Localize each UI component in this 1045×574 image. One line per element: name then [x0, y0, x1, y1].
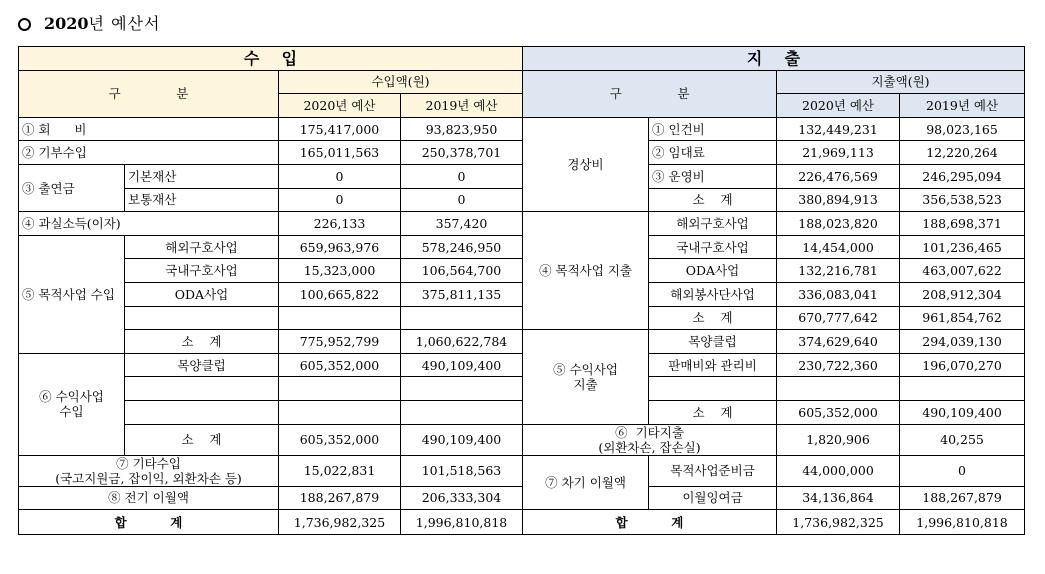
income-endowment-normal-2019: 0 — [401, 188, 523, 212]
expense-item-2020: 44,000,000 — [777, 455, 900, 486]
expense-2020-header: 2020년 예산 — [777, 94, 900, 118]
income-profit-label-line2: 수입 — [59, 404, 84, 420]
title-year: 2020 — [44, 14, 89, 33]
empty-cell — [125, 377, 279, 401]
expense-purpose-subtotal-label: 소 계 — [649, 306, 777, 330]
empty-cell — [401, 400, 523, 424]
expense-other-label-line1: ⑥ 기타지출 — [615, 424, 684, 440]
income-other-2020: 15,022,831 — [279, 455, 401, 486]
expense-item-label: ODA사업 — [649, 259, 777, 283]
expense-item-2019: 208,912,304 — [900, 282, 1025, 306]
expense-item-label: 국내구호사업 — [649, 235, 777, 259]
expense-item-2020: 230,722,360 — [777, 353, 900, 377]
expense-item-2019: 98,023,165 — [900, 117, 1025, 141]
empty-cell — [649, 377, 777, 401]
income-purpose-label: ⑤ 목적사업 수입 — [19, 235, 125, 353]
income-carryover-label: ⑧ 전기 이월액 — [19, 486, 279, 510]
empty-cell — [125, 306, 279, 330]
expense-item-label: ② 임대료 — [649, 141, 777, 165]
income-total-2019: 1,996,810,818 — [401, 510, 523, 535]
expense-2019-header: 2019년 예산 — [900, 94, 1025, 118]
expense-item-label: ③ 운영비 — [649, 164, 777, 188]
expense-item-label: 목양클럽 — [649, 330, 777, 354]
income-item-2020: 100,665,822 — [279, 282, 401, 306]
income-profit-subtotal-label: 소 계 — [125, 424, 279, 455]
expense-item-label: 해외봉사단사업 — [649, 282, 777, 306]
income-endowment-normal-label: 보통재산 — [125, 188, 279, 212]
income-interest-2020: 226,133 — [279, 212, 401, 236]
income-total-label: 합 계 — [19, 510, 279, 535]
income-endowment-normal-2020: 0 — [279, 188, 401, 212]
expense-total-2020: 1,736,982,325 — [777, 510, 900, 535]
expense-item-label: 이월잉여금 — [649, 486, 777, 510]
income-total-2020: 1,736,982,325 — [279, 510, 401, 535]
expense-profit-label — [523, 330, 649, 424]
income-other-2019: 101,518,563 — [401, 455, 523, 486]
income-category-header: 구 분 — [19, 70, 279, 117]
empty-cell — [279, 377, 401, 401]
expense-profit-label-line1: ⑤ 수익사업 — [553, 361, 618, 377]
expense-item-2019: 188,698,371 — [900, 212, 1025, 236]
expense-amount-header: 지출액(원) — [777, 70, 1025, 94]
expense-item-2019: 0 — [900, 455, 1025, 486]
expense-total-2019: 1,996,810,818 — [900, 510, 1025, 535]
expense-purpose-subtotal-2020: 670,777,642 — [777, 306, 900, 330]
expense-item-2019: 196,070,270 — [900, 353, 1025, 377]
expense-item-2019: 463,007,622 — [900, 259, 1025, 283]
income-purpose-subtotal-2020: 775,952,799 — [279, 330, 401, 354]
expense-operating-subtotal-2020: 380,894,913 — [777, 188, 900, 212]
expense-total-label: 합 계 — [523, 510, 777, 535]
expense-profit-subtotal-2020: 605,352,000 — [777, 400, 900, 424]
empty-cell — [279, 400, 401, 424]
income-item-label: 국내구호사업 — [125, 259, 279, 283]
expense-category-header: 구 분 — [523, 70, 777, 117]
income-dues-2020: 175,417,000 — [279, 117, 401, 141]
expense-item-2020: 132,216,781 — [777, 259, 900, 283]
expense-item-2019: 101,236,465 — [900, 235, 1025, 259]
empty-cell — [279, 306, 401, 330]
expense-purpose-label: ④ 목적사업 지출 — [523, 212, 649, 330]
budget-table — [18, 46, 1025, 535]
income-profit-subtotal-2020: 605,352,000 — [279, 424, 401, 455]
income-purpose-subtotal-label: 소 계 — [125, 330, 279, 354]
expense-item-2019: 12,220,264 — [900, 141, 1025, 165]
expense-profit-subtotal-2019: 490,109,400 — [900, 400, 1025, 424]
income-donation-2020: 165,011,563 — [279, 141, 401, 165]
income-profit-label-line1: ⑥ 수익사업 — [39, 389, 104, 405]
expense-operating-subtotal-label: 소 계 — [649, 188, 777, 212]
income-item-2019: 578,246,950 — [401, 235, 523, 259]
income-amount-header: 수입액(원) — [279, 70, 523, 94]
expense-item-label: ① 인건비 — [649, 117, 777, 141]
expense-header: 지 출 — [523, 47, 1025, 71]
income-endowment-basic-2019: 0 — [401, 164, 523, 188]
income-header: 수 입 — [19, 47, 523, 71]
income-item-2020: 659,963,976 — [279, 235, 401, 259]
income-item-2019: 490,109,400 — [401, 353, 523, 377]
expense-operating-subtotal-2019: 356,538,523 — [900, 188, 1025, 212]
income-interest-2019: 357,420 — [401, 212, 523, 236]
income-item-label: ODA사업 — [125, 282, 279, 306]
income-purpose-subtotal-2019: 1,060,622,784 — [401, 330, 523, 354]
empty-cell — [900, 377, 1025, 401]
income-other-label — [19, 455, 279, 486]
income-endowment-label: ③ 출연금 — [19, 164, 125, 211]
income-donation-2019: 250,378,701 — [401, 141, 523, 165]
empty-cell — [777, 377, 900, 401]
expense-profit-label-line2: 지출 — [573, 376, 598, 392]
income-other-label-line1: ⑦ 기타수입 — [116, 455, 181, 471]
expense-other-2020: 1,820,906 — [777, 424, 900, 455]
income-carryover-2020: 188,267,879 — [279, 486, 401, 510]
expense-item-label: 해외구호사업 — [649, 212, 777, 236]
empty-cell — [125, 400, 279, 424]
title-text: 년 예산서 — [88, 14, 161, 33]
income-endowment-basic-2020: 0 — [279, 164, 401, 188]
expense-item-2020: 336,083,041 — [777, 282, 900, 306]
income-item-2019: 106,564,700 — [401, 259, 523, 283]
income-dues-label: ① 회 비 — [19, 117, 279, 141]
income-donation-label: ② 기부수입 — [19, 141, 279, 165]
expense-other-label — [523, 424, 777, 455]
expense-item-2020: 226,476,569 — [777, 164, 900, 188]
expense-item-2020: 188,023,820 — [777, 212, 900, 236]
expense-item-label: 목적사업준비금 — [649, 455, 777, 486]
expense-carry-label: ⑦ 차기 이월액 — [523, 455, 649, 510]
expense-profit-subtotal-label: 소 계 — [649, 400, 777, 424]
income-item-2020: 605,352,000 — [279, 353, 401, 377]
empty-cell — [401, 377, 523, 401]
expense-other-2019: 40,255 — [900, 424, 1025, 455]
income-carryover-2019: 206,333,304 — [401, 486, 523, 510]
expense-item-2019: 294,039,130 — [900, 330, 1025, 354]
expense-item-2019: 188,267,879 — [900, 486, 1025, 510]
expense-other-label-line2: (외환차손, 잡손실) — [598, 439, 701, 455]
expense-item-2020: 34,136,864 — [777, 486, 900, 510]
empty-cell — [401, 306, 523, 330]
expense-item-2020: 14,454,000 — [777, 235, 900, 259]
expense-item-2019: 246,295,094 — [900, 164, 1025, 188]
expense-purpose-subtotal-2019: 961,854,762 — [900, 306, 1025, 330]
income-interest-label: ④ 과실소득(이자) — [19, 212, 279, 236]
income-item-label: 해외구호사업 — [125, 235, 279, 259]
expense-item-2020: 21,969,113 — [777, 141, 900, 165]
income-endowment-basic-label: 기본재산 — [125, 164, 279, 188]
expense-item-2020: 132,449,231 — [777, 117, 900, 141]
income-item-label: 목양클럽 — [125, 353, 279, 377]
income-other-label-line2: (국고지원금, 잡이익, 외환차손 등) — [55, 470, 242, 486]
expense-item-label: 판매비와 관리비 — [649, 353, 777, 377]
bullet-circle-icon — [18, 18, 31, 31]
page-title — [18, 12, 160, 36]
expense-item-2020: 374,629,640 — [777, 330, 900, 354]
income-profit-subtotal-2019: 490,109,400 — [401, 424, 523, 455]
income-item-2019: 375,811,135 — [401, 282, 523, 306]
income-dues-2019: 93,823,950 — [401, 117, 523, 141]
expense-operating-label: 경상비 — [523, 117, 649, 211]
income-profit-label — [19, 353, 125, 455]
income-item-2020: 15,323,000 — [279, 259, 401, 283]
income-2019-header: 2019년 예산 — [401, 94, 523, 118]
income-2020-header: 2020년 예산 — [279, 94, 401, 118]
